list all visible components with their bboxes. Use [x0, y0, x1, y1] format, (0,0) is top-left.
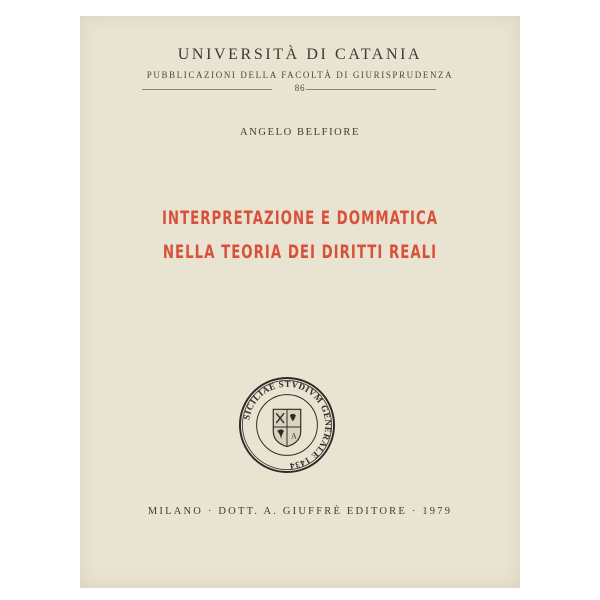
title-line-2: NELLA TEORIA DEI DIRITTI REALI: [162, 242, 438, 263]
series-rule-right: [306, 89, 436, 90]
title-line-1: INTERPRETAZIONE E DOMMATICA: [161, 208, 439, 229]
series-name: PUBBLICAZIONI DELLA FACOLTÀ DI GIURISPRUDENZA: [146, 70, 454, 80]
series-number: 86: [294, 83, 306, 93]
university-seal-emblem: [238, 376, 336, 474]
author-name: ANGELO BELFIORE: [240, 127, 360, 138]
institution-name: UNIVERSITÀ DI CATANIA: [177, 46, 423, 63]
seal-shield-icon: [273, 409, 300, 446]
publisher-imprint: MILANO · DOTT. A. GIUFFRÈ EDITORE · 1979: [147, 506, 453, 517]
svg-text:A: A: [291, 431, 297, 441]
svg-text:SICILIAE STVDIVM GENERALE 1434: SICILIAE STVDIVM GENERALE 1434: [241, 378, 334, 472]
book-cover: [80, 16, 520, 588]
